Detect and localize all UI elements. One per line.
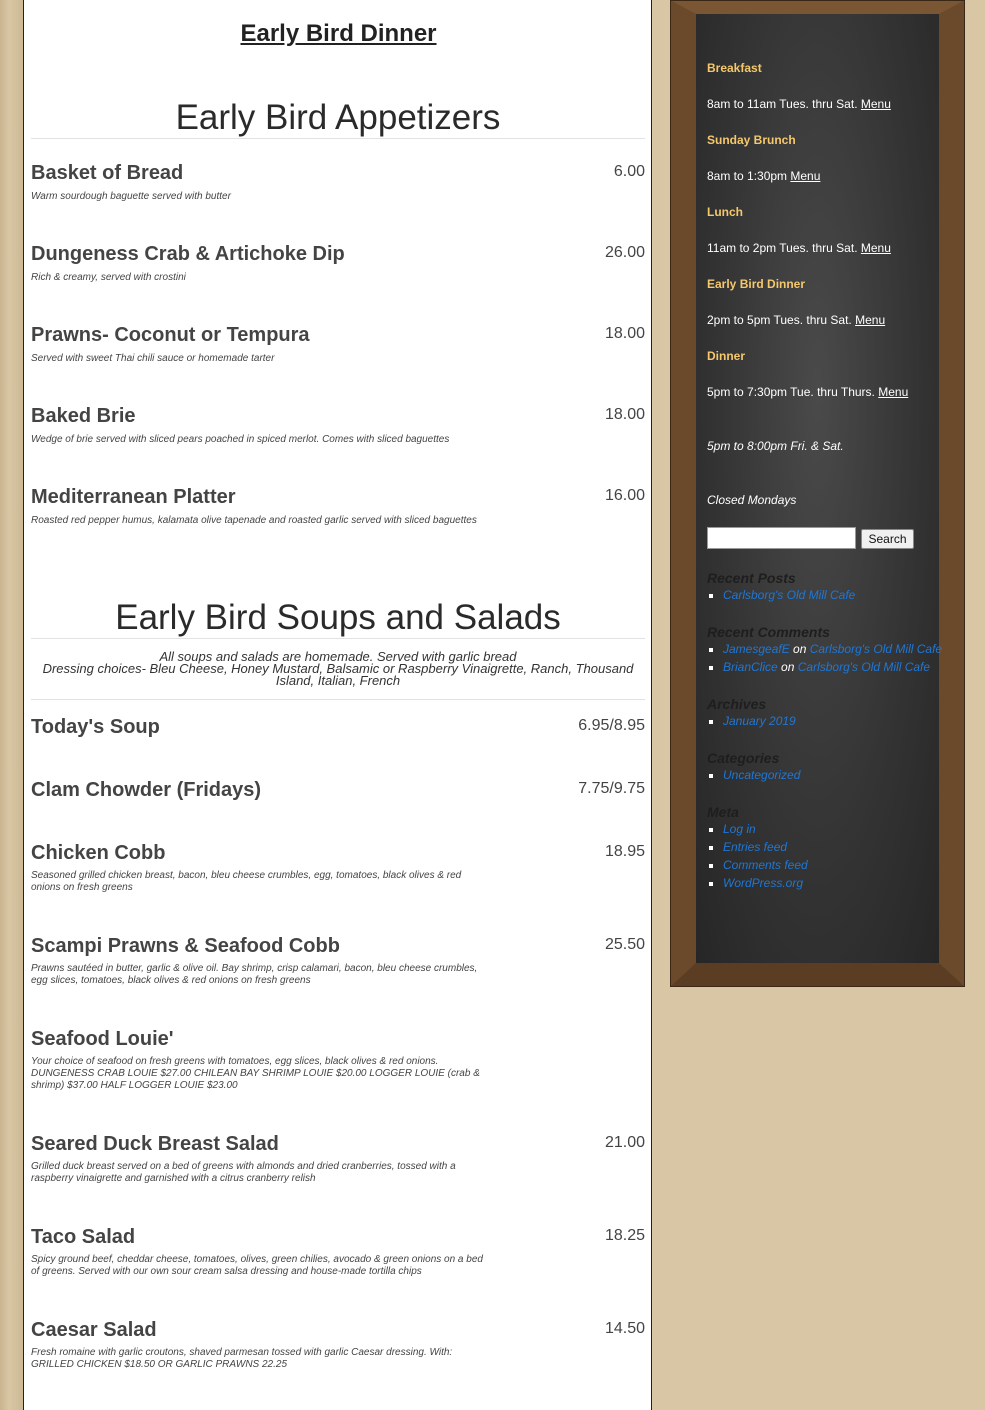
login-link[interactable]: Log in bbox=[723, 822, 756, 836]
item-name: Baked Brie bbox=[31, 405, 136, 427]
item-price: 16.00 bbox=[604, 487, 645, 504]
widget-title: Categories bbox=[707, 750, 780, 766]
hours-heading: Dinner bbox=[707, 349, 746, 363]
post-link[interactable]: Carlsborg's Old Mill Cafe bbox=[723, 588, 856, 602]
hours-text: 8am to 11am Tues. thru Sat. Menu bbox=[707, 97, 891, 111]
comments-feed-link[interactable]: Comments feed bbox=[723, 858, 808, 872]
item-description: Rich & creamy, served with crostini bbox=[31, 272, 186, 283]
item-description: Your choice of seafood on fresh greens with tomatoes, egg slices, black olives & red onions. DUNGENESS CRAB LOUIE $27.00 CHILEAN BAY SHRIMP LOUIE $20.00 LOGGER LOUIE (crab & shrimp) $37.00 HALF LOGGER LOUIE $23.00 bbox=[31, 1056, 480, 1091]
item-name: Prawns- Coconut or Tempura bbox=[31, 324, 310, 346]
hours-dinner bbox=[707, 349, 908, 399]
list-item bbox=[723, 838, 808, 856]
item-price: 25.50 bbox=[604, 936, 645, 953]
list-item bbox=[723, 856, 808, 874]
hours-heading: Sunday Brunch bbox=[707, 133, 796, 147]
menu-link[interactable]: Menu bbox=[855, 313, 886, 327]
soups-note-line2: Dressing choices- Bleu Cheese, Honey Mustard, Balsamic or Raspberry Vinaigrette, Ranch, Thousand Island, Italian, French bbox=[42, 661, 634, 688]
item-description: Fresh romaine with garlic croutons, shaved parmesan tossed with garlic Caesar dressing. With: GRILLED CHICKEN $18.50 OR GARLIC PRAWNS 22.25 bbox=[31, 1347, 453, 1370]
widget-list bbox=[707, 820, 808, 892]
comment-author-link[interactable]: BrianClice bbox=[723, 660, 778, 674]
list-item bbox=[723, 712, 796, 730]
item-name: Scampi Prawns & Seafood Cobb bbox=[31, 935, 340, 957]
item-description: Roasted red pepper humus, kalamata olive tapenade and roasted garlic served with sliced baguettes bbox=[31, 515, 477, 526]
hours-text: 5pm to 7:30pm Tue. thru Thurs. Menu bbox=[707, 385, 909, 399]
item-name: Dungeness Crab & Artichoke Dip bbox=[31, 243, 345, 265]
widget-list bbox=[707, 766, 800, 784]
item-name: Today's Soup bbox=[31, 716, 160, 738]
weekend-hours: 5pm to 8:00pm Fri. & Sat. bbox=[707, 439, 844, 453]
hours-text: 11am to 2pm Tues. thru Sat. Menu bbox=[707, 241, 891, 255]
list-item bbox=[723, 658, 942, 676]
item-price: 14.50 bbox=[604, 1320, 645, 1337]
soups-note bbox=[31, 651, 645, 700]
widget-title: Meta bbox=[707, 804, 739, 820]
meta-widget bbox=[707, 804, 808, 892]
widget-list bbox=[707, 712, 796, 730]
item-name: Basket of Bread bbox=[31, 162, 184, 184]
comment-author-link[interactable]: JamesgeafE bbox=[723, 642, 790, 656]
item-name: Clam Chowder (Fridays) bbox=[31, 779, 262, 801]
archives-widget bbox=[707, 696, 796, 730]
item-name: Chicken Cobb bbox=[31, 842, 166, 864]
widget-title: Recent Comments bbox=[707, 624, 830, 640]
menu-link[interactable]: Menu bbox=[860, 241, 891, 255]
comment-on-text: on bbox=[793, 642, 807, 656]
page-title: Early Bird Dinner bbox=[240, 20, 437, 47]
item-description: Seasoned grilled chicken breast, bacon, bleu cheese crumbles, egg, tomatoes, black olives & red onions on fresh greens bbox=[31, 870, 462, 893]
category-link[interactable]: Uncategorized bbox=[723, 768, 801, 782]
hours-heading: Lunch bbox=[707, 205, 743, 219]
item-price: 18.95 bbox=[604, 843, 645, 860]
hours-text: 8am to 1:30pm Menu bbox=[707, 169, 821, 183]
comment-post-link[interactable]: Carlsborg's Old Mill Cafe bbox=[797, 660, 931, 674]
item-price: 26.00 bbox=[604, 244, 645, 261]
archive-link[interactable]: January 2019 bbox=[723, 714, 796, 728]
list-item bbox=[723, 874, 808, 892]
wordpress-link[interactable]: WordPress.org bbox=[723, 876, 804, 890]
comment-post-link[interactable]: Carlsborg's Old Mill Cafe bbox=[809, 642, 943, 656]
hours-heading: Breakfast bbox=[707, 61, 762, 75]
appetizers-heading: Early Bird Appetizers bbox=[31, 98, 645, 139]
widget-list bbox=[707, 586, 855, 604]
search-input[interactable] bbox=[707, 527, 856, 549]
list-item bbox=[723, 586, 855, 604]
menu-link[interactable]: Menu bbox=[860, 97, 891, 111]
item-name: Seared Duck Breast Salad bbox=[31, 1133, 279, 1155]
recent-comments-widget bbox=[707, 624, 942, 676]
item-description: Prawns sautéed in butter, garlic & olive oil. Bay shrimp, crisp calamari, bacon, bleu cheese crumbles, egg slices, tomatoes, black olives & red onions on fresh greens bbox=[31, 963, 478, 986]
item-price: 18.00 bbox=[604, 325, 645, 342]
item-price: 6.00 bbox=[613, 163, 645, 180]
comment-on-text: on bbox=[781, 660, 795, 674]
widget-list bbox=[707, 640, 942, 676]
categories-widget bbox=[707, 750, 800, 784]
item-description: Grilled duck breast served on a bed of greens with almonds and dried cranberries, tossed with a raspberry vinaigrette and garnished with a citrus cranberry relish bbox=[31, 1161, 456, 1184]
item-price: 18.25 bbox=[604, 1227, 645, 1244]
entries-feed-link[interactable]: Entries feed bbox=[723, 840, 788, 854]
hours-sunday-brunch bbox=[707, 133, 820, 183]
hours-breakfast bbox=[707, 61, 891, 111]
list-item bbox=[723, 766, 800, 784]
main-content bbox=[23, 0, 652, 1410]
item-name: Taco Salad bbox=[31, 1226, 136, 1248]
hours-text: 2pm to 5pm Tues. thru Sat. Menu bbox=[707, 313, 886, 327]
item-price: 6.95/8.95 bbox=[578, 717, 645, 734]
item-price: 21.00 bbox=[604, 1134, 645, 1151]
menu-link[interactable]: Menu bbox=[878, 385, 909, 399]
item-description: Warm sourdough baguette served with butter bbox=[31, 191, 231, 202]
item-name: Caesar Salad bbox=[31, 1319, 157, 1341]
soups-note-line1: All soups and salads are homemade. Served with garlic bread bbox=[159, 649, 517, 664]
item-description: Wedge of brie served with sliced pears poached in spiced merlot. Comes with sliced baguettes bbox=[31, 434, 450, 445]
hours-heading: Early Bird Dinner bbox=[707, 277, 806, 291]
widget-title: Recent Posts bbox=[707, 570, 796, 586]
recent-posts-widget bbox=[707, 570, 855, 604]
soups-heading: Early Bird Soups and Salads bbox=[31, 598, 645, 639]
item-name: Mediterranean Platter bbox=[31, 486, 236, 508]
sidebar bbox=[670, 0, 965, 987]
menu-link[interactable]: Menu bbox=[790, 169, 821, 183]
item-description: Served with sweet Thai chili sauce or homemade tarter bbox=[31, 353, 275, 364]
closed-notice: Closed Mondays bbox=[707, 493, 797, 507]
hours-lunch bbox=[707, 205, 891, 255]
list-item bbox=[723, 640, 942, 658]
list-item bbox=[723, 820, 808, 838]
item-price: 7.75/9.75 bbox=[578, 780, 645, 797]
item-name: Seafood Louie' bbox=[31, 1028, 174, 1050]
item-description: Spicy ground beef, cheddar cheese, tomatoes, olives, green chilies, avocado & green onions on a bed of greens. Served with our own sour cream salsa dressing and house-made tortilla chips bbox=[31, 1254, 483, 1277]
left-background-strip bbox=[0, 0, 23, 1410]
item-price: 18.00 bbox=[604, 406, 645, 423]
widget-title: Archives bbox=[707, 696, 767, 712]
hours-early-bird bbox=[707, 277, 885, 327]
search-button[interactable]: Search bbox=[861, 529, 914, 549]
